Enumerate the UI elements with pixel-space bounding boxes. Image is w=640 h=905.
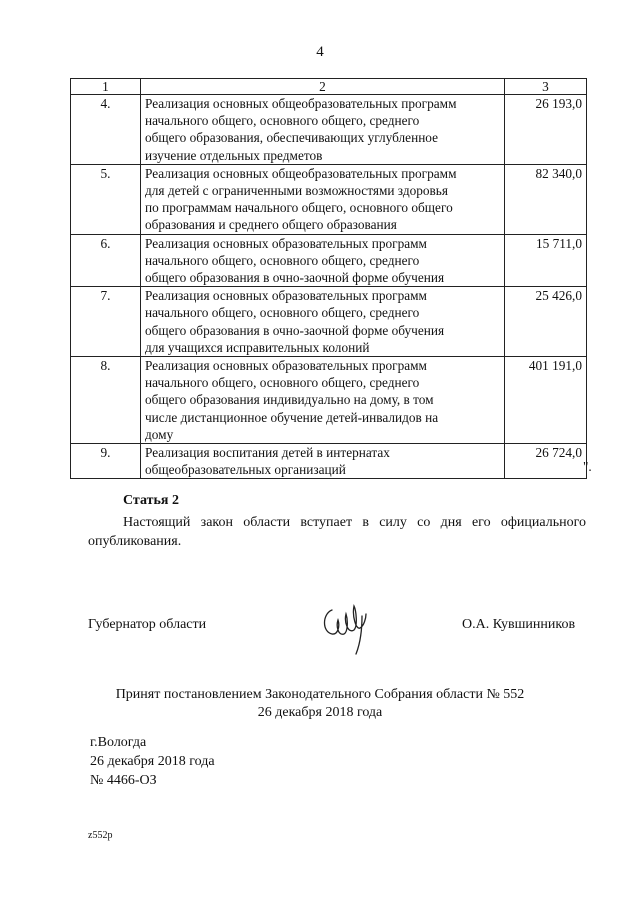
description-line: Реализация основных образовательных программ	[145, 288, 427, 304]
description-line: общего образования, обеспечивающих углубленное	[145, 130, 439, 146]
description-line: Реализация основных образовательных программ	[145, 235, 427, 251]
row-amount: 82 340,0	[505, 164, 587, 234]
governor-title: Губернатор области	[88, 617, 207, 632]
footer-block	[90, 733, 215, 790]
footer-date: 26 декабря 2018 года	[90, 754, 215, 769]
budget-table	[70, 78, 587, 479]
description-line: изучение отдельных предметов	[145, 147, 323, 163]
row-amount: 25 426,0	[505, 287, 587, 357]
description-line: по программам начального общего, основного общего	[145, 200, 453, 216]
description-line: Реализация основных образовательных программ	[145, 358, 427, 374]
row-amount: 15 711,0	[505, 234, 587, 287]
article-text: Настоящий закон области вступает в силу со дня его официального опубликования.	[88, 515, 586, 549]
row-description	[141, 95, 505, 165]
row-number: 6.	[71, 234, 141, 287]
row-description	[141, 444, 505, 479]
table-row	[71, 287, 587, 357]
footer-number: № 4466-ОЗ	[90, 773, 157, 788]
column-header-number: 1	[71, 79, 141, 95]
adoption-line-2: 26 декабря 2018 года	[257, 705, 383, 720]
description-line: для детей с ограниченными возможностями здоровья	[145, 183, 448, 199]
description-line: начального общего, основного общего, среднего	[145, 252, 420, 268]
description-line: дому	[145, 426, 174, 442]
row-number: 7.	[71, 287, 141, 357]
row-description	[141, 234, 505, 287]
description-line: образования и среднего общего образования	[145, 217, 397, 233]
document-code: z552p	[88, 830, 113, 841]
column-header-amount: 3	[505, 79, 587, 95]
table-row	[71, 357, 587, 444]
row-description	[141, 287, 505, 357]
description-line: общеобразовательных организаций	[145, 462, 346, 478]
row-amount: 26 193,0	[505, 95, 587, 165]
description-line: начального общего, основного общего, среднего	[145, 113, 420, 129]
row-number: 9.	[71, 444, 141, 479]
column-header-description: 2	[141, 79, 505, 95]
description-line: начального общего, основного общего, среднего	[145, 375, 420, 391]
adoption-note	[0, 686, 640, 722]
description-line: общего образования индивидуально на дому, в том	[145, 392, 434, 408]
table-row	[71, 164, 587, 234]
description-line: числе дистанционное обучение детей-инвалидов на	[145, 409, 439, 425]
description-line: для учащихся исправительных колоний	[145, 339, 370, 355]
description-line: Реализация воспитания детей в интернатах	[145, 445, 390, 461]
table-row	[71, 234, 587, 287]
closing-quote: ".	[583, 459, 592, 474]
adoption-line-1: Принят постановлением Законодательного Собрания области № 552	[115, 687, 525, 702]
description-line: Реализация основных общеобразовательных программ	[145, 165, 457, 181]
description-line: начального общего, основного общего, среднего	[145, 305, 420, 321]
description-line: Реализация основных общеобразовательных программ	[145, 96, 457, 111]
table-header-row	[71, 79, 587, 95]
row-number: 4.	[71, 95, 141, 165]
handwritten-signature	[318, 596, 374, 656]
footer-city: г.Вологда	[90, 735, 147, 750]
row-amount: 401 191,0	[505, 357, 587, 444]
page-number: 4	[316, 44, 324, 60]
description-line: общего образования в очно-заочной форме обучения	[145, 322, 445, 338]
article-title: Статья 2	[123, 493, 179, 508]
governor-name: О.А. Кувшинников	[462, 617, 576, 632]
table-row	[71, 444, 587, 479]
table-row	[71, 95, 587, 165]
row-number: 8.	[71, 357, 141, 444]
row-number: 5.	[71, 164, 141, 234]
description-line: общего образования в очно-заочной форме обучения	[145, 270, 445, 286]
row-description	[141, 357, 505, 444]
row-description	[141, 164, 505, 234]
row-amount: 26 724,0	[505, 444, 587, 479]
